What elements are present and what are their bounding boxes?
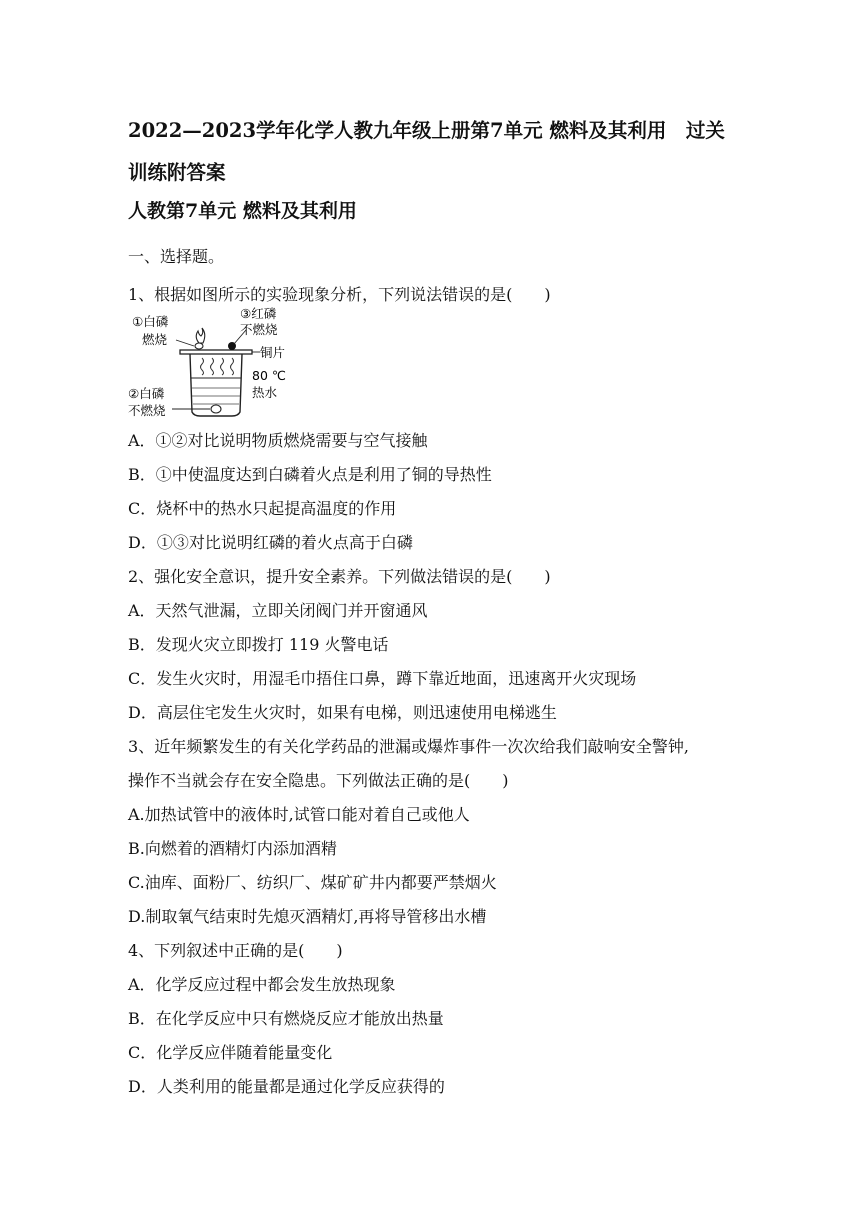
label-water: 热水	[252, 385, 278, 400]
q2-option-b: B．发现火灾立即拨打 119 火警电话	[128, 635, 389, 654]
q4-option-a: A．化学反应过程中都会发生放热现象	[128, 975, 396, 994]
label-red-2: 不燃烧	[240, 322, 278, 337]
q3-option-d: D.制取氧气结束时先熄灭酒精灯,再将导管移出水槽	[128, 907, 487, 926]
experiment-figure	[128, 306, 288, 422]
label-white-noburn-2: 不燃烧	[128, 403, 166, 418]
doc-title-line2: 训练附答案	[128, 161, 226, 184]
q1-option-b: B．①中使温度达到白磷着火点是利用了铜的导热性	[128, 465, 492, 484]
question-3-stem-line2: 操作不当就会存在安全隐患。下列做法正确的是( )	[128, 771, 509, 790]
q4-option-c: C．化学反应伴随着能量变化	[128, 1043, 333, 1062]
q4-option-d: D．人类利用的能量都是通过化学反应获得的	[128, 1077, 445, 1096]
doc-subtitle: 人教第7单元 燃料及其利用	[128, 200, 357, 222]
q2-option-d: D．高层住宅发生火灾时，如果有电梯，则迅速使用电梯逃生	[128, 703, 557, 722]
q3-option-c: C.油库、面粉厂、纺织厂、煤矿矿井内都要严禁烟火	[128, 873, 497, 892]
q1-option-d: D．①③对比说明红磷的着火点高于白磷	[128, 533, 413, 552]
flame-icon	[196, 328, 205, 343]
doc-title-line1: 2022—2023学年化学人教九年级上册第7单元 燃料及其利用 过关	[128, 119, 725, 142]
question-1-stem: 1、根据如图所示的实验现象分析，下列说法错误的是( )	[128, 285, 551, 304]
q3-option-a: A.加热试管中的液体时,试管口能对着自己或他人	[128, 805, 470, 824]
label-white-burn-2: 燃烧	[142, 332, 168, 347]
q3-option-b: B.向燃着的酒精灯内添加酒精	[128, 839, 337, 858]
q4-option-b: B．在化学反应中只有燃烧反应才能放出热量	[128, 1009, 444, 1028]
q2-option-c: C．发生火灾时，用湿毛巾捂住口鼻，蹲下靠近地面，迅速离开火灾现场	[128, 669, 637, 688]
question-2-stem: 2、强化安全意识，提升安全素养。下列做法错误的是( )	[128, 567, 551, 586]
q1-option-a: A．①②对比说明物质燃烧需要与空气接触	[128, 431, 428, 450]
label-white-noburn-1: ②白磷	[128, 386, 165, 401]
label-red-1: ③红磷	[240, 306, 277, 321]
q2-option-a: A．天然气泄漏，立即关闭阀门并开窗通风	[128, 601, 428, 620]
question-4-stem: 4、下列叙述中正确的是( )	[128, 941, 343, 960]
label-temp: 80 ℃	[252, 368, 286, 383]
question-3-stem-line1: 3、近年频繁发生的有关化学药品的泄漏或爆炸事件一次次给我们敲响安全警钟,	[128, 737, 690, 756]
section-heading: 一、选择题。	[128, 247, 225, 266]
label-white-burn-1: ①白磷	[132, 314, 169, 329]
label-copper: 铜片	[260, 345, 286, 360]
copper-plate	[180, 350, 252, 354]
q1-option-c: C．烧杯中的热水只起提高温度的作用	[128, 499, 397, 518]
beaker-diagram	[128, 306, 288, 422]
